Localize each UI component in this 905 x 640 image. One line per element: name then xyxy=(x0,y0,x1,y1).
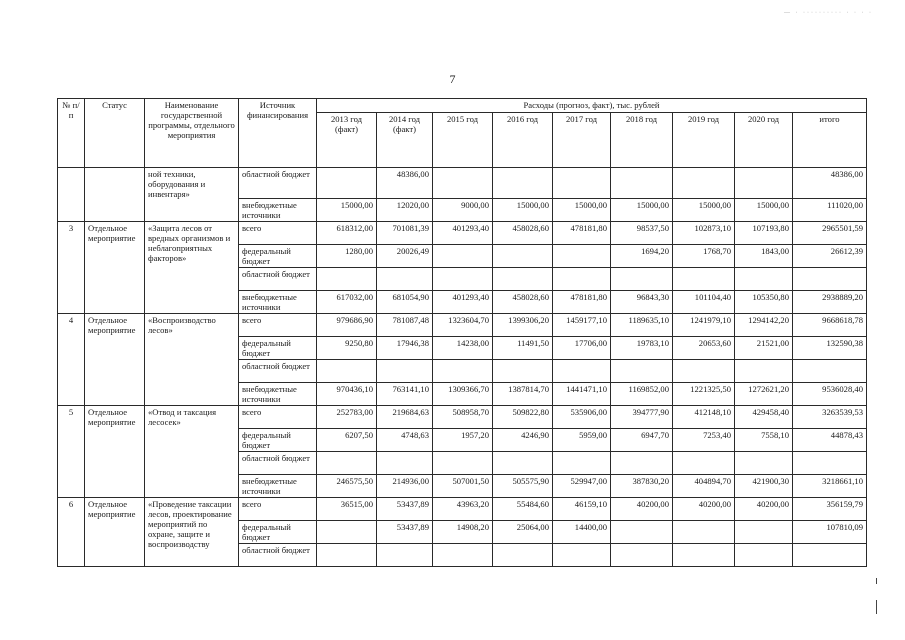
cell-value: 17706,00 xyxy=(553,337,611,360)
cell-value: 394777,90 xyxy=(611,406,673,429)
cell-value: 1694,20 xyxy=(611,245,673,268)
cell-value: 14400,00 xyxy=(553,521,611,544)
cell-value xyxy=(317,168,377,199)
cell-value: 701081,39 xyxy=(377,222,433,245)
row-program-name: «Проведение таксации лесов, проектирование мероприятий по охране, защите и воспроизводству xyxy=(145,498,239,567)
cell-value xyxy=(611,360,673,383)
cell-value: 1169852,00 xyxy=(611,383,673,406)
cell-value xyxy=(673,452,735,475)
cell-value: 40200,00 xyxy=(673,498,735,521)
cell-value: 14908,20 xyxy=(433,521,493,544)
row-program-name: ной техники, оборудования и инвентаря» xyxy=(145,168,239,222)
cell-value: 9250,80 xyxy=(317,337,377,360)
cell-value: 14238,00 xyxy=(433,337,493,360)
header-year: 2017 год xyxy=(553,113,611,168)
header-num: № п/п xyxy=(58,99,85,168)
cell-value: 763141,10 xyxy=(377,383,433,406)
cell-value: 36515,00 xyxy=(317,498,377,521)
cell-value: 40200,00 xyxy=(611,498,673,521)
row-funding-source: областной бюджет xyxy=(239,452,317,475)
row-status: Отдельное мероприятие xyxy=(85,406,145,498)
cell-value xyxy=(433,168,493,199)
cell-total: 3263539,53 xyxy=(793,406,867,429)
cell-value: 781087,48 xyxy=(377,314,433,337)
table-body xyxy=(58,168,867,567)
row-number: 5 xyxy=(58,406,85,498)
cell-value xyxy=(735,360,793,383)
row-funding-source: всего xyxy=(239,314,317,337)
cell-value xyxy=(611,544,673,567)
cell-value xyxy=(553,245,611,268)
cell-value xyxy=(493,452,553,475)
table-row xyxy=(58,406,867,429)
cell-value: 107193,80 xyxy=(735,222,793,245)
cell-total: 2965501,59 xyxy=(793,222,867,245)
cell-value: 1241979,10 xyxy=(673,314,735,337)
cell-value: 105350,80 xyxy=(735,291,793,314)
cell-value: 246575,50 xyxy=(317,475,377,498)
header-year: 2013 год (факт) xyxy=(317,113,377,168)
header-expenses: Расходы (прогноз, факт), тыс. рублей xyxy=(317,99,867,113)
cell-value: 6207,50 xyxy=(317,429,377,452)
cell-value: 979686,90 xyxy=(317,314,377,337)
row-funding-source: областной бюджет xyxy=(239,168,317,199)
cell-value: 15000,00 xyxy=(735,199,793,222)
cell-total xyxy=(793,268,867,291)
cell-value xyxy=(317,544,377,567)
cell-value xyxy=(317,360,377,383)
cell-value: 1441471,10 xyxy=(553,383,611,406)
cell-total: 111020,00 xyxy=(793,199,867,222)
cell-value: 214936,00 xyxy=(377,475,433,498)
cell-value: 412148,10 xyxy=(673,406,735,429)
cell-value: 1843,00 xyxy=(735,245,793,268)
row-funding-source: областной бюджет xyxy=(239,268,317,291)
cell-value xyxy=(673,360,735,383)
cell-total: 9536028,40 xyxy=(793,383,867,406)
cell-value xyxy=(493,544,553,567)
cell-value xyxy=(493,168,553,199)
row-funding-source: федеральный бюджет xyxy=(239,429,317,452)
header-total: итого xyxy=(793,113,867,168)
cell-value: 1399306,20 xyxy=(493,314,553,337)
cell-value xyxy=(377,544,433,567)
scan-artifact: — · ·········· · · · · xyxy=(784,10,873,16)
cell-value: 55484,60 xyxy=(493,498,553,521)
cell-value xyxy=(735,521,793,544)
cell-total: 48386,00 xyxy=(793,168,867,199)
row-program-name: «Защита лесов от вредных организмов и неблагоприятных факторов» xyxy=(145,222,239,314)
cell-value xyxy=(553,544,611,567)
cell-total: 44878,43 xyxy=(793,429,867,452)
header-year: 2015 год xyxy=(433,113,493,168)
cell-total xyxy=(793,544,867,567)
cell-value: 48386,00 xyxy=(377,168,433,199)
cell-value: 1768,70 xyxy=(673,245,735,268)
cell-value xyxy=(377,268,433,291)
page-number: 7 xyxy=(449,72,456,86)
cell-value: 17946,38 xyxy=(377,337,433,360)
cell-value: 1294142,20 xyxy=(735,314,793,337)
cell-value: 1221325,50 xyxy=(673,383,735,406)
cell-value: 421900,30 xyxy=(735,475,793,498)
row-funding-source: всего xyxy=(239,498,317,521)
row-program-name: «Воспроизводство лесов» xyxy=(145,314,239,406)
cell-value: 1323604,70 xyxy=(433,314,493,337)
header-year: 2016 год xyxy=(493,113,553,168)
row-funding-source: всего xyxy=(239,222,317,245)
cell-value xyxy=(553,452,611,475)
table-row xyxy=(58,498,867,521)
row-program-name: «Отвод и таксация лесосек» xyxy=(145,406,239,498)
cell-total: 132590,38 xyxy=(793,337,867,360)
row-funding-source: областной бюджет xyxy=(239,544,317,567)
row-status: Отдельное мероприятие xyxy=(85,222,145,314)
header-name: Наименование государственной программы, отдельного мероприятия xyxy=(145,99,239,168)
cell-value: 681054,90 xyxy=(377,291,433,314)
cell-value: 20653,60 xyxy=(673,337,735,360)
cell-value: 1280,00 xyxy=(317,245,377,268)
cell-value xyxy=(735,268,793,291)
header-year: 2018 год xyxy=(611,113,673,168)
scan-edge-mark xyxy=(876,578,877,584)
cell-total: 356159,79 xyxy=(793,498,867,521)
cell-value: 535906,00 xyxy=(553,406,611,429)
cell-value: 98537,50 xyxy=(611,222,673,245)
cell-value: 19783,10 xyxy=(611,337,673,360)
cell-value: 458028,60 xyxy=(493,222,553,245)
cell-value xyxy=(317,452,377,475)
cell-value: 618312,00 xyxy=(317,222,377,245)
cell-value: 1459177,10 xyxy=(553,314,611,337)
cell-value: 1189635,10 xyxy=(611,314,673,337)
header-year: 2019 год xyxy=(673,113,735,168)
cell-value: 508958,70 xyxy=(433,406,493,429)
cell-value: 9000,00 xyxy=(433,199,493,222)
cell-value xyxy=(433,544,493,567)
cell-value: 252783,00 xyxy=(317,406,377,429)
cell-value: 20026,49 xyxy=(377,245,433,268)
cell-value: 15000,00 xyxy=(611,199,673,222)
cell-value: 102873,10 xyxy=(673,222,735,245)
cell-total: 9668618,78 xyxy=(793,314,867,337)
cell-total xyxy=(793,360,867,383)
cell-value: 11491,50 xyxy=(493,337,553,360)
cell-total: 107810,09 xyxy=(793,521,867,544)
cell-value: 15000,00 xyxy=(317,199,377,222)
header-year: 2020 год xyxy=(735,113,793,168)
cell-value: 25064,00 xyxy=(493,521,553,544)
cell-value xyxy=(433,268,493,291)
header-source: Источник финансирования xyxy=(239,99,317,168)
cell-value: 429458,40 xyxy=(735,406,793,429)
cell-value xyxy=(433,452,493,475)
cell-value xyxy=(377,360,433,383)
row-funding-source: областной бюджет xyxy=(239,360,317,383)
row-status xyxy=(85,168,145,222)
cell-total: 3218661,10 xyxy=(793,475,867,498)
row-funding-source: федеральный бюджет xyxy=(239,245,317,268)
cell-value: 219684,63 xyxy=(377,406,433,429)
cell-value: 387830,20 xyxy=(611,475,673,498)
cell-value: 15000,00 xyxy=(673,199,735,222)
cell-value xyxy=(735,452,793,475)
cell-value: 15000,00 xyxy=(553,199,611,222)
cell-value xyxy=(493,245,553,268)
row-funding-source: внебюджетные источники xyxy=(239,291,317,314)
cell-value xyxy=(735,168,793,199)
cell-value: 478181,80 xyxy=(553,291,611,314)
cell-value: 7558,10 xyxy=(735,429,793,452)
cell-value: 15000,00 xyxy=(493,199,553,222)
cell-value: 53437,89 xyxy=(377,521,433,544)
cell-value: 505575,90 xyxy=(493,475,553,498)
header-status: Статус xyxy=(85,99,145,168)
cell-value: 101104,40 xyxy=(673,291,735,314)
cell-value xyxy=(735,544,793,567)
row-number: 4 xyxy=(58,314,85,406)
row-funding-source: федеральный бюджет xyxy=(239,337,317,360)
cell-value: 970436,10 xyxy=(317,383,377,406)
row-status: Отдельное мероприятие xyxy=(85,314,145,406)
cell-value xyxy=(493,268,553,291)
row-number: 3 xyxy=(58,222,85,314)
cell-value xyxy=(611,521,673,544)
row-funding-source: внебюджетные источники xyxy=(239,383,317,406)
cell-value xyxy=(553,268,611,291)
cell-value: 458028,60 xyxy=(493,291,553,314)
row-funding-source: внебюджетные источники xyxy=(239,199,317,222)
cell-total: 26612,39 xyxy=(793,245,867,268)
row-number: 6 xyxy=(58,498,85,567)
table-row xyxy=(58,168,867,199)
cell-value xyxy=(317,521,377,544)
cell-value: 404894,70 xyxy=(673,475,735,498)
cell-value: 1309366,70 xyxy=(433,383,493,406)
cell-value xyxy=(673,268,735,291)
cell-value xyxy=(611,268,673,291)
cell-value xyxy=(433,360,493,383)
cell-value: 12020,00 xyxy=(377,199,433,222)
cell-value xyxy=(433,245,493,268)
header-year: 2014 год (факт) xyxy=(377,113,433,168)
budget-table xyxy=(57,98,867,567)
cell-value: 21521,00 xyxy=(735,337,793,360)
cell-value: 5959,00 xyxy=(553,429,611,452)
cell-value: 6947,70 xyxy=(611,429,673,452)
cell-value: 401293,40 xyxy=(433,222,493,245)
cell-value xyxy=(553,360,611,383)
row-funding-source: федеральный бюджет xyxy=(239,521,317,544)
cell-value: 1387814,70 xyxy=(493,383,553,406)
cell-value: 401293,40 xyxy=(433,291,493,314)
cell-total xyxy=(793,452,867,475)
row-status: Отдельное мероприятие xyxy=(85,498,145,567)
cell-value: 507001,50 xyxy=(433,475,493,498)
cell-value: 1957,20 xyxy=(433,429,493,452)
cell-value: 478181,80 xyxy=(553,222,611,245)
cell-value: 4748,63 xyxy=(377,429,433,452)
cell-value: 617032,00 xyxy=(317,291,377,314)
cell-value xyxy=(611,452,673,475)
cell-value xyxy=(673,521,735,544)
row-number xyxy=(58,168,85,222)
cell-value: 1272621,20 xyxy=(735,383,793,406)
cell-value xyxy=(553,168,611,199)
cell-value xyxy=(493,360,553,383)
cell-value: 53437,89 xyxy=(377,498,433,521)
cell-value: 7253,40 xyxy=(673,429,735,452)
cell-value xyxy=(673,544,735,567)
scan-edge-mark xyxy=(876,600,877,614)
cell-value: 96843,30 xyxy=(611,291,673,314)
cell-value: 509822,80 xyxy=(493,406,553,429)
cell-value: 529947,00 xyxy=(553,475,611,498)
cell-value: 4246,90 xyxy=(493,429,553,452)
cell-value xyxy=(377,452,433,475)
cell-value: 46159,10 xyxy=(553,498,611,521)
table-row xyxy=(58,222,867,245)
table-row xyxy=(58,314,867,337)
row-funding-source: внебюджетные источники xyxy=(239,475,317,498)
cell-total: 2938889,20 xyxy=(793,291,867,314)
cell-value xyxy=(673,168,735,199)
cell-value: 40200,00 xyxy=(735,498,793,521)
row-funding-source: всего xyxy=(239,406,317,429)
cell-value xyxy=(317,268,377,291)
cell-value: 43963,20 xyxy=(433,498,493,521)
cell-value xyxy=(611,168,673,199)
